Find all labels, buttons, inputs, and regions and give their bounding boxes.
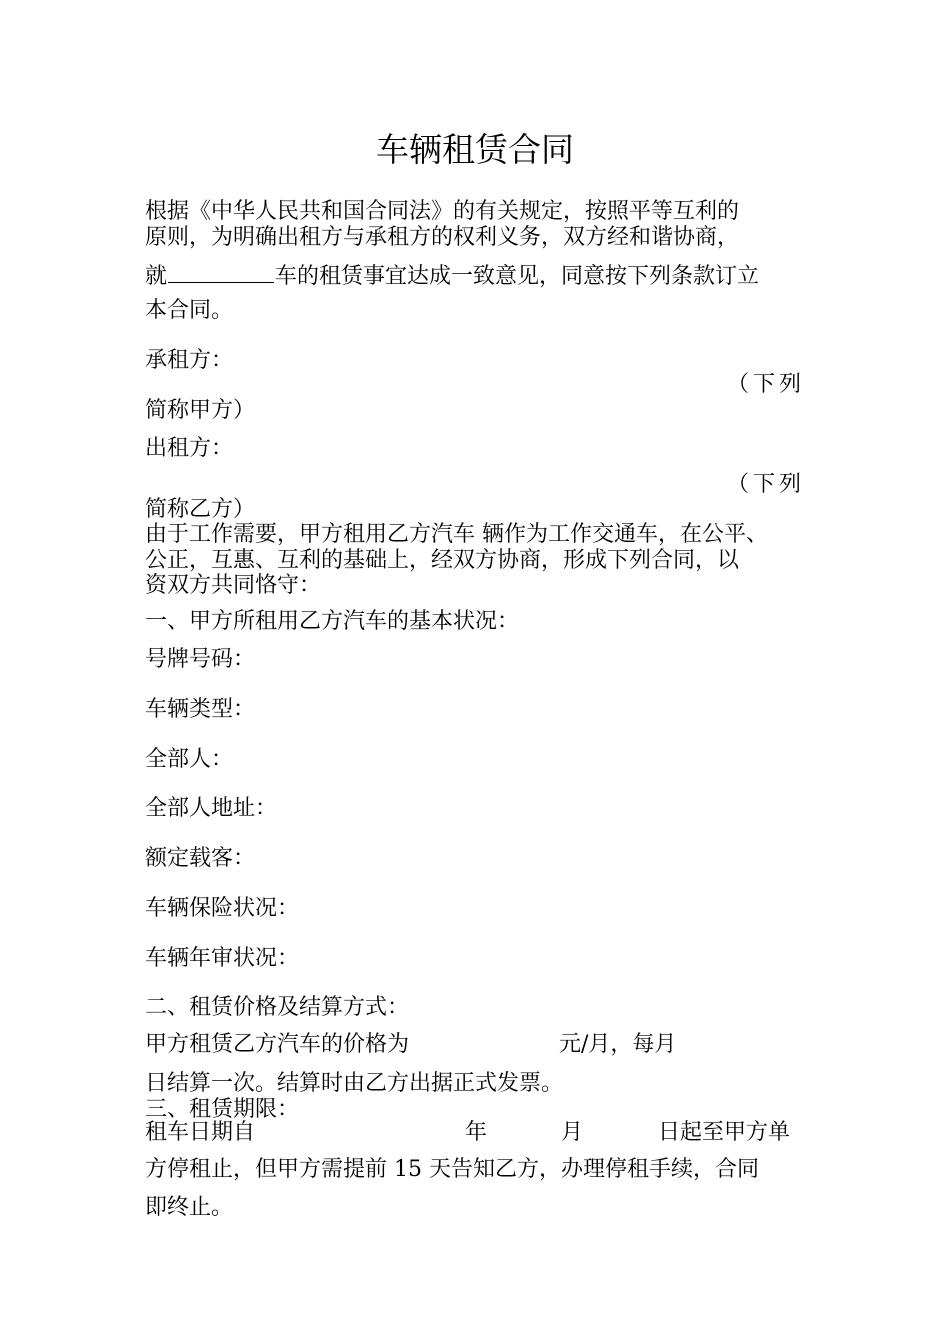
intro-line-1: 根据《中华人民共和国合同法》的有关规定，按照平等互利的	[145, 199, 740, 224]
price-unit: 元/月，每月	[559, 1032, 677, 1057]
section-3-heading: 三、租赁期限：	[145, 1097, 300, 1122]
settlement-line: 日结算一次。结算时由乙方出据正式发票。	[145, 1071, 564, 1096]
field-plate-number: 号牌号码：	[145, 647, 256, 672]
rental-line-3: 即终止。	[145, 1195, 234, 1220]
intro-line-4: 本合同。	[145, 298, 234, 323]
lessee-label: 承租方：	[145, 348, 234, 373]
rental-year: 年	[465, 1120, 488, 1145]
field-vehicle-type: 车辆类型：	[145, 697, 256, 722]
rental-month: 月	[561, 1120, 584, 1145]
lessor-label: 出租方：	[145, 436, 234, 461]
field-seating-capacity: 额定载客：	[145, 846, 256, 871]
field-owner-address: 全部人地址：	[145, 796, 278, 821]
purpose-line-3: 资双方共同恪守：	[145, 573, 322, 598]
rental-date-prefix: 租车日期自	[145, 1120, 256, 1145]
price-prefix: 甲方租赁乙方汽车的价格为	[145, 1032, 410, 1057]
field-annual-inspection: 车辆年审状况：	[145, 946, 300, 971]
vehicle-blank	[168, 262, 274, 283]
lessee-note-left: 简称甲方）	[145, 398, 256, 423]
lessee-note-right: （下列	[726, 372, 805, 397]
intro-line-3	[145, 262, 759, 290]
intro-line-2: 原则，为明确出租方与承租方的权利义务，双方经和谐协商，	[145, 225, 740, 250]
purpose-line-2: 公正，互惠、互利的基础上，经双方协商，形成下列合同，以	[145, 548, 740, 573]
field-owner: 全部人：	[145, 747, 234, 772]
rental-day-suffix: 日起至甲方单	[658, 1120, 791, 1145]
lessor-note-right: （下列	[726, 472, 805, 497]
field-insurance-status: 车辆保险状况：	[145, 896, 300, 921]
section-1-heading: 一、甲方所租用乙方汽车的基本状况：	[145, 609, 520, 634]
purpose-line-1: 由于工作需要，甲方租用乙方汽车 辆作为工作交通车，在公平、	[145, 522, 768, 547]
rental-line-2: 方停租止，但甲方需提前 15 天告知乙方，办理停租手续，合同	[145, 1157, 759, 1182]
lessor-note-left: 简称乙方）	[145, 497, 256, 522]
section-2-heading: 二、租赁价格及结算方式：	[145, 995, 410, 1020]
intro-line-3-suffix: 车的租赁事宜达成一致意见，同意按下列条款订立	[275, 264, 760, 289]
document-title: 车辆租赁合同	[376, 130, 574, 169]
intro-line-3-prefix: 就	[145, 264, 168, 289]
